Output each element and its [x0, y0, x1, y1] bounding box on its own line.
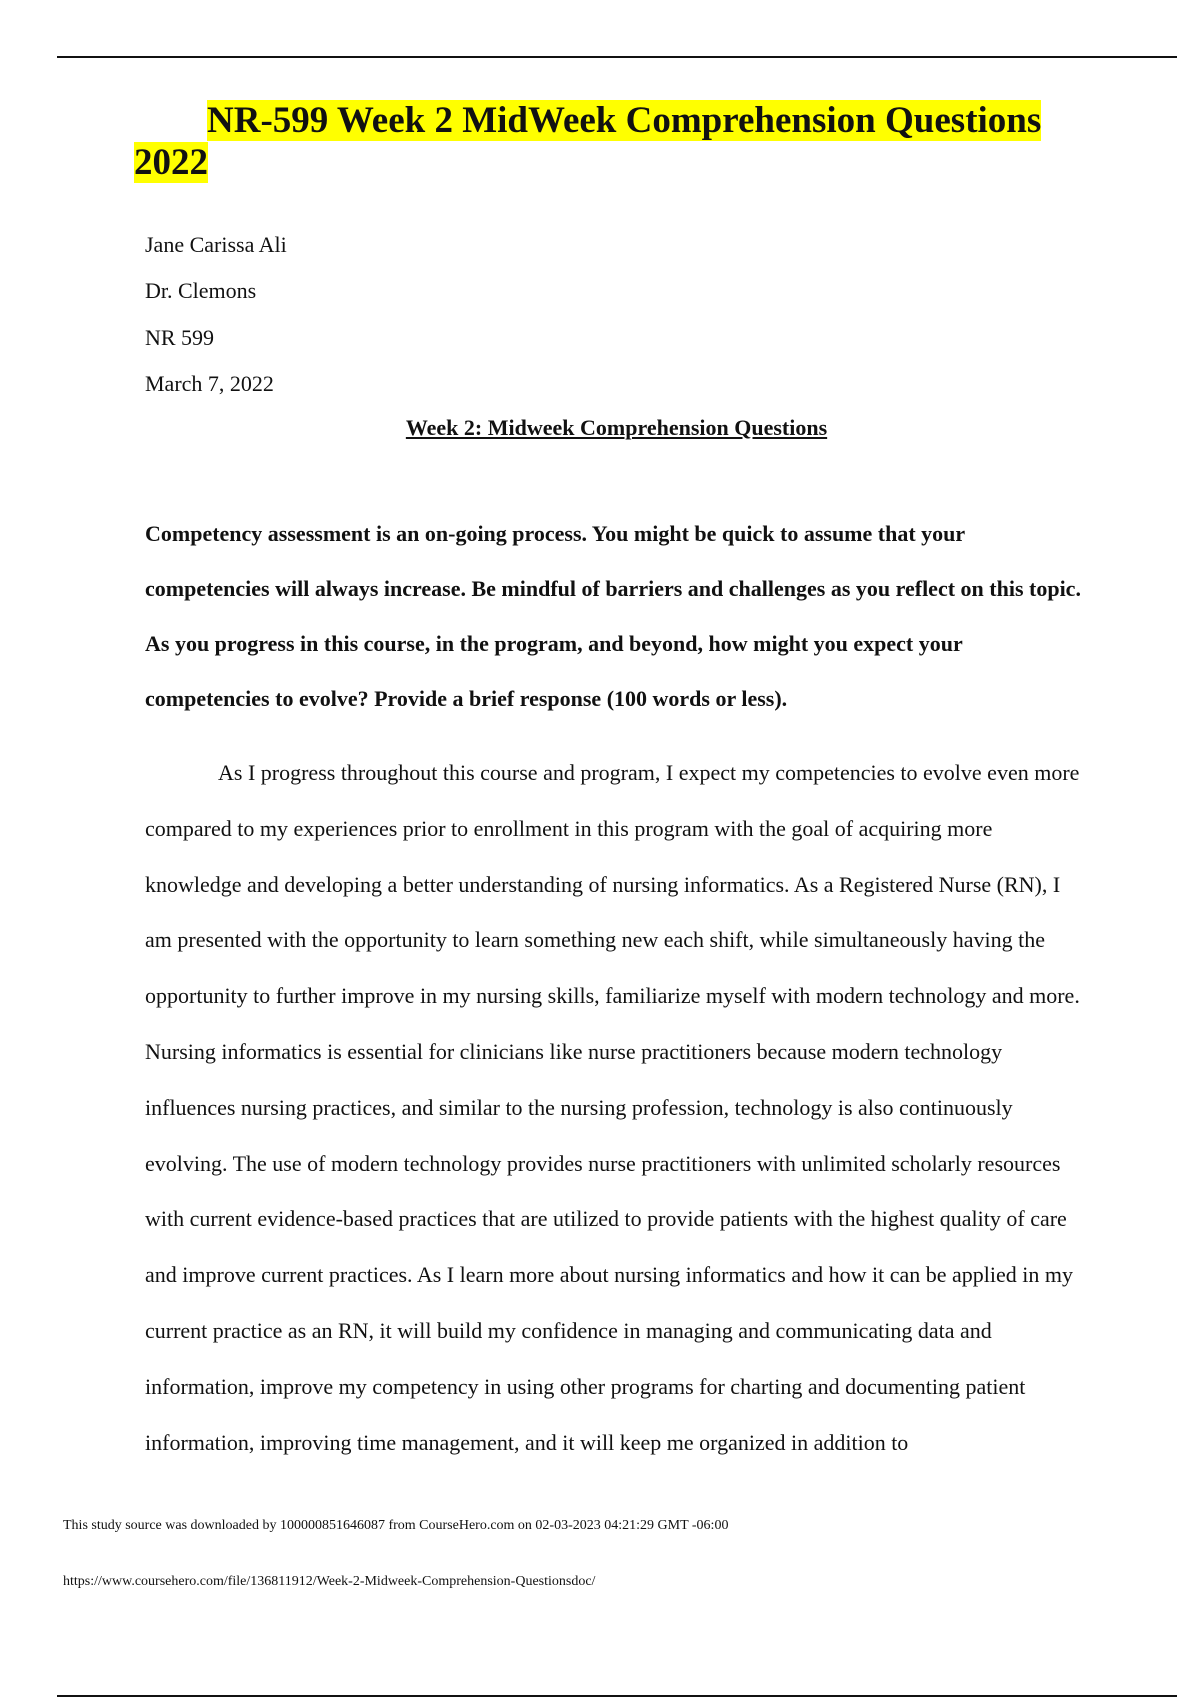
top-rule: [57, 56, 1177, 58]
course-code: NR 599: [145, 325, 215, 350]
document-title-text: NR-599 Week 2 MidWeek Comprehension Questions 2022: [134, 100, 1042, 183]
instructor-name: Dr. Clemons: [145, 278, 257, 303]
source-url: https://www.coursehero.com/file/136811912/Week-2-Midweek-Comprehension-Questionsdoc/: [63, 1574, 596, 1589]
document-title: [134, 100, 1094, 184]
bottom-rule: [57, 1695, 1177, 1697]
document-date: March 7, 2022: [145, 371, 274, 396]
author-name: Jane Carissa Ali: [145, 232, 287, 257]
download-notice: This study source was downloaded by 100000851646087 from CourseHero.com on 02-03-2023 04:21:29 GMT -06:00: [63, 1518, 729, 1533]
answer-paragraph: As I progress throughout this course and program, I expect my competencies to evolve even more compared to my experiences prior to enrollment in this program with the goal of acquiring more knowledge and developing a better understanding of nursing informatics. As a Registered Nurse (RN), I am presented with the opportunity to learn something new each shift, while simultaneously having the opportunity to further improve in my nursing skills, familiarize myself with modern technology and more. Nursing informatics is essential for clinicians like nurse practitioners because modern technology influences nursing practices, and similar to the nursing profession, technology is also continuously evolving. The use of modern technology provides nurse practitioners with unlimited scholarly resources with current evidence-based practices that are utilized to provide patients with the highest quality of care and improve current practices. As I learn more about nursing informatics and how it can be applied in my current practice as an RN, it will build my confidence in managing and communicating data and information, improve my competency in using other programs for charting and documenting patient information, improving time management, and it will keep me organized in addition to: [145, 760, 1080, 1455]
section-heading: Week 2: Midweek Comprehension Questions: [405, 415, 828, 440]
question-prompt: Competency assessment is an on-going process. You might be quick to assume that your competencies will always increase. Be mindful of barriers and challenges as you reflect on this topic. As you progress in this course, in the program, and beyond, how might you expect your competencies to evolve? Provide a brief response (100 words or less).: [145, 521, 1081, 711]
